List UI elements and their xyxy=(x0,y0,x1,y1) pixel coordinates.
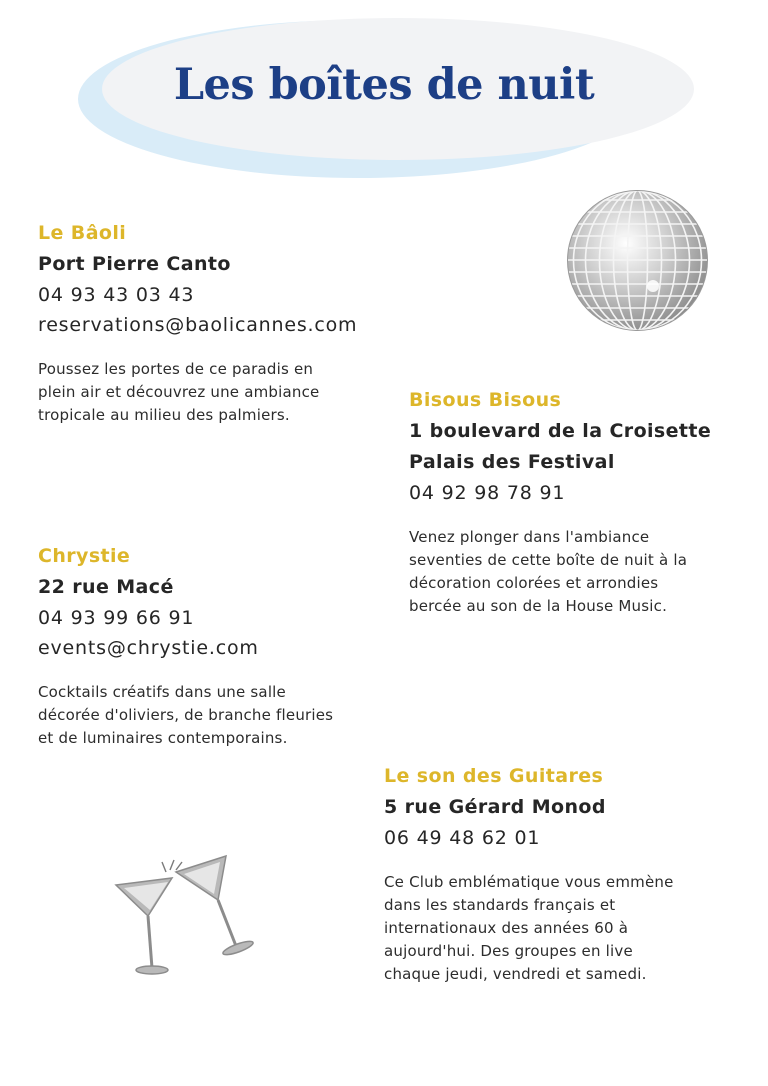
venue-chrystie xyxy=(38,541,333,750)
venue-address: 5 rue Gérard Monod xyxy=(384,796,606,818)
header xyxy=(0,0,768,200)
venue-name: Bisous Bisous xyxy=(409,389,562,411)
venue-email: reservations@baolicannes.com xyxy=(38,314,358,336)
venue-name: Le son des Guitares xyxy=(384,765,604,787)
venue-description: Ce Club emblématique vous emmène dans les standards français et internationaux des années 60 à aujourd'hui. Des groupes en live chaque jeudi, vendredi et samedi. xyxy=(384,873,674,983)
venue-bisous-bisous xyxy=(409,385,711,618)
venue-phone: 06 49 48 62 01 xyxy=(384,827,541,849)
venue-son-des-guitares xyxy=(384,761,674,986)
venue-address: 22 rue Macé xyxy=(38,576,174,598)
venue-address-line-2: Palais des Festival xyxy=(409,451,615,473)
venue-baoli xyxy=(38,218,357,427)
venue-phone: 04 93 43 03 43 xyxy=(38,284,195,306)
venue-name: Le Bâoli xyxy=(38,222,127,244)
disco-ball-icon xyxy=(565,188,710,333)
venue-name: Chrystie xyxy=(38,545,131,567)
venue-description: Venez plonger dans l'ambiance seventies de cette boîte de nuit à la décoration colorées et arrondies bercée au son de la House Music. xyxy=(409,528,688,615)
venue-description: Poussez les portes de ce paradis en plein air et découvrez une ambiance tropicale au milieu des palmiers. xyxy=(38,360,320,424)
venue-phone: 04 92 98 78 91 xyxy=(409,482,566,504)
page-title: Les boîtes de nuit xyxy=(173,60,595,110)
venue-address: Port Pierre Canto xyxy=(38,253,231,275)
venue-description: Cocktails créatifs dans une salle décorée d'oliviers, de branche fleuries et de luminaires contemporains. xyxy=(38,683,334,747)
venue-address: 1 boulevard de la Croisette xyxy=(409,420,712,442)
venue-email: events@chrystie.com xyxy=(38,637,259,659)
cocktail-glasses-icon xyxy=(110,850,270,980)
venue-phone: 04 93 99 66 91 xyxy=(38,607,195,629)
